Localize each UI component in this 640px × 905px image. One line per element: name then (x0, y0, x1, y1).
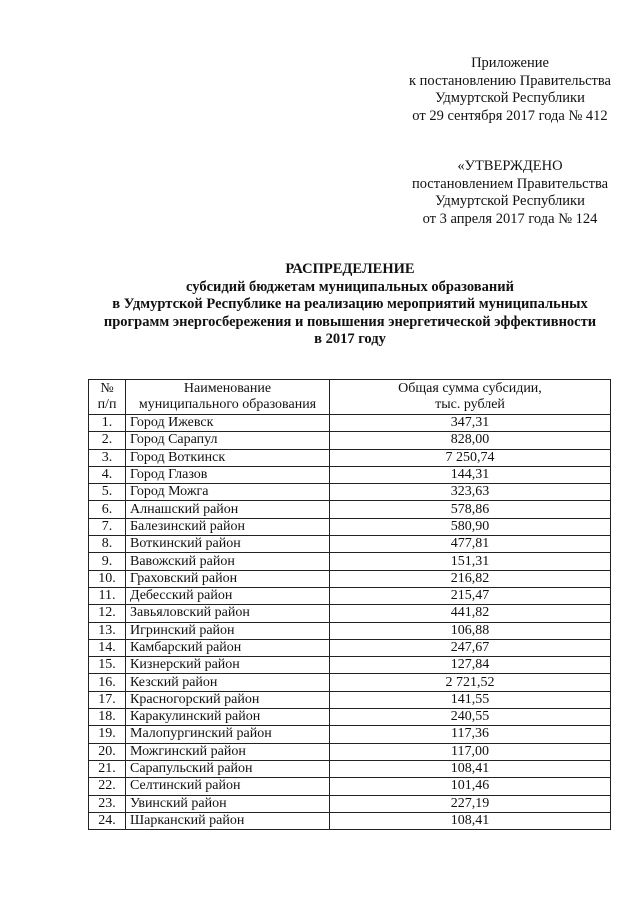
municipality-name: Увинский район (126, 795, 330, 812)
subsidy-amount: 215,47 (330, 587, 611, 604)
table-row (89, 795, 611, 812)
approved-republic: Удмуртской Республики (435, 193, 585, 209)
subsidy-amount: 227,19 (330, 795, 611, 812)
table-row (89, 449, 611, 466)
municipality-name: Кизнерский район (126, 657, 330, 674)
table-row (89, 553, 611, 570)
appendix-title: Приложение (471, 55, 549, 71)
row-number: 19. (89, 726, 126, 743)
heading-line-5: в 2017 году (314, 331, 386, 347)
subsidy-amount: 441,82 (330, 605, 611, 622)
approved-resolution: постановлением Правительства (411, 175, 609, 192)
row-number: 14. (89, 639, 126, 656)
row-number: 5. (89, 484, 126, 501)
municipality-name: Малопургинский район (126, 726, 330, 743)
table-row (89, 812, 611, 829)
subsidy-amount: 101,46 (330, 778, 611, 795)
municipality-name: Алнашский район (126, 501, 330, 518)
subsidy-amount: 108,41 (330, 760, 611, 777)
table-row (89, 657, 611, 674)
subsidy-amount: 580,90 (330, 518, 611, 535)
municipality-name: Воткинский район (126, 536, 330, 553)
row-number: 1. (89, 415, 126, 432)
municipality-name: Балезинский район (126, 518, 330, 535)
header-name-line-1: Наименование (183, 381, 272, 396)
row-number: 21. (89, 760, 126, 777)
municipality-name: Город Ижевск (126, 415, 330, 432)
row-number: 12. (89, 605, 126, 622)
municipality-name: Граховский район (126, 570, 330, 587)
row-number: 6. (89, 501, 126, 518)
table-row (89, 432, 611, 449)
subsidy-amount: 2 721,52 (330, 674, 611, 691)
header-sum-line-2: тыс. рублей (435, 397, 505, 412)
municipality-name: Город Воткинск (126, 449, 330, 466)
municipality-name: Каракулинский район (126, 709, 330, 726)
municipality-name: Завьяловский район (126, 605, 330, 622)
municipality-name: Город Можга (126, 484, 330, 501)
subsidy-amount: 141,55 (330, 691, 611, 708)
table-row (89, 587, 611, 604)
row-number: 17. (89, 691, 126, 708)
heading-line-3: в Удмуртской Республике на реализацию мероприятий муниципальных (112, 296, 588, 312)
row-number: 10. (89, 570, 126, 587)
header-sum (330, 380, 611, 415)
subsidy-amount: 144,31 (330, 466, 611, 483)
appendix-date: от 29 сентября 2017 года № 412 (412, 107, 608, 124)
row-number: 24. (89, 812, 126, 829)
municipality-name: Вавожский район (126, 553, 330, 570)
row-number: 15. (89, 657, 126, 674)
subsidy-amount: 108,41 (330, 812, 611, 829)
row-number: 3. (89, 449, 126, 466)
header-number-line-2: п/п (97, 397, 117, 412)
header-number (89, 380, 126, 415)
table-row (89, 639, 611, 656)
subsidy-amount: 240,55 (330, 709, 611, 726)
row-number: 2. (89, 432, 126, 449)
municipality-name: Можгинский район (126, 743, 330, 760)
municipality-name: Дебесский район (126, 587, 330, 604)
row-number: 11. (89, 587, 126, 604)
subsidy-amount: 127,84 (330, 657, 611, 674)
approved-title: «УТВЕРЖДЕНО (457, 158, 563, 174)
approved-date: от 3 апреля 2017 года № 124 (422, 210, 598, 227)
header-number-line-1: № (100, 381, 114, 396)
heading-line-2: субсидий бюджетам муниципальных образований (186, 278, 514, 295)
subsidy-amount: 117,00 (330, 743, 611, 760)
table-row (89, 709, 611, 726)
row-number: 18. (89, 709, 126, 726)
municipality-name: Город Глазов (126, 466, 330, 483)
row-number: 16. (89, 674, 126, 691)
table-row (89, 622, 611, 639)
table-header-row (89, 380, 611, 415)
municipality-name: Игринский район (126, 622, 330, 639)
appendix-block (385, 55, 635, 125)
header-name (126, 380, 330, 415)
municipality-name: Город Сарапул (126, 432, 330, 449)
table-body (89, 415, 611, 830)
subsidy-amount: 477,81 (330, 536, 611, 553)
row-number: 8. (89, 536, 126, 553)
approved-block (385, 158, 635, 228)
table-row (89, 674, 611, 691)
municipality-name: Красногорский район (126, 691, 330, 708)
municipality-name: Сарапульский район (126, 760, 330, 777)
table-row (89, 484, 611, 501)
subsidy-amount: 106,88 (330, 622, 611, 639)
heading-title: РАСПРЕДЕЛЕНИЕ (285, 261, 415, 277)
table-row (89, 536, 611, 553)
table-row (89, 760, 611, 777)
table-row (89, 570, 611, 587)
subsidy-table (88, 379, 611, 830)
subsidy-amount: 347,31 (330, 415, 611, 432)
subsidy-amount: 323,63 (330, 484, 611, 501)
municipality-name: Селтинский район (126, 778, 330, 795)
row-number: 4. (89, 466, 126, 483)
subsidy-amount: 7 250,74 (330, 449, 611, 466)
table-row (89, 501, 611, 518)
subsidy-amount: 247,67 (330, 639, 611, 656)
row-number: 20. (89, 743, 126, 760)
header-sum-line-1: Общая сумма субсидии, (398, 381, 542, 396)
row-number: 7. (89, 518, 126, 535)
appendix-republic: Удмуртской Республики (435, 90, 585, 106)
subsidy-amount: 216,82 (330, 570, 611, 587)
appendix-resolution: к постановлению Правительства (409, 72, 611, 89)
heading-line-4: программ энергосбережения и повышения энергетической эффективности (103, 313, 597, 330)
table-row (89, 726, 611, 743)
table-row (89, 743, 611, 760)
table-row (89, 691, 611, 708)
subsidy-amount: 117,36 (330, 726, 611, 743)
row-number: 9. (89, 553, 126, 570)
municipality-name: Камбарский район (126, 639, 330, 656)
subsidy-amount: 578,86 (330, 501, 611, 518)
table-row (89, 415, 611, 432)
subsidy-amount: 151,31 (330, 553, 611, 570)
table-row (89, 605, 611, 622)
table-row (89, 466, 611, 483)
subsidy-amount: 828,00 (330, 432, 611, 449)
municipality-name: Кезский район (126, 674, 330, 691)
table-row (89, 518, 611, 535)
table-row (89, 778, 611, 795)
document-heading (60, 261, 640, 349)
row-number: 22. (89, 778, 126, 795)
municipality-name: Шарканский район (126, 812, 330, 829)
row-number: 23. (89, 795, 126, 812)
row-number: 13. (89, 622, 126, 639)
header-name-line-2: муниципального образования (138, 397, 317, 412)
